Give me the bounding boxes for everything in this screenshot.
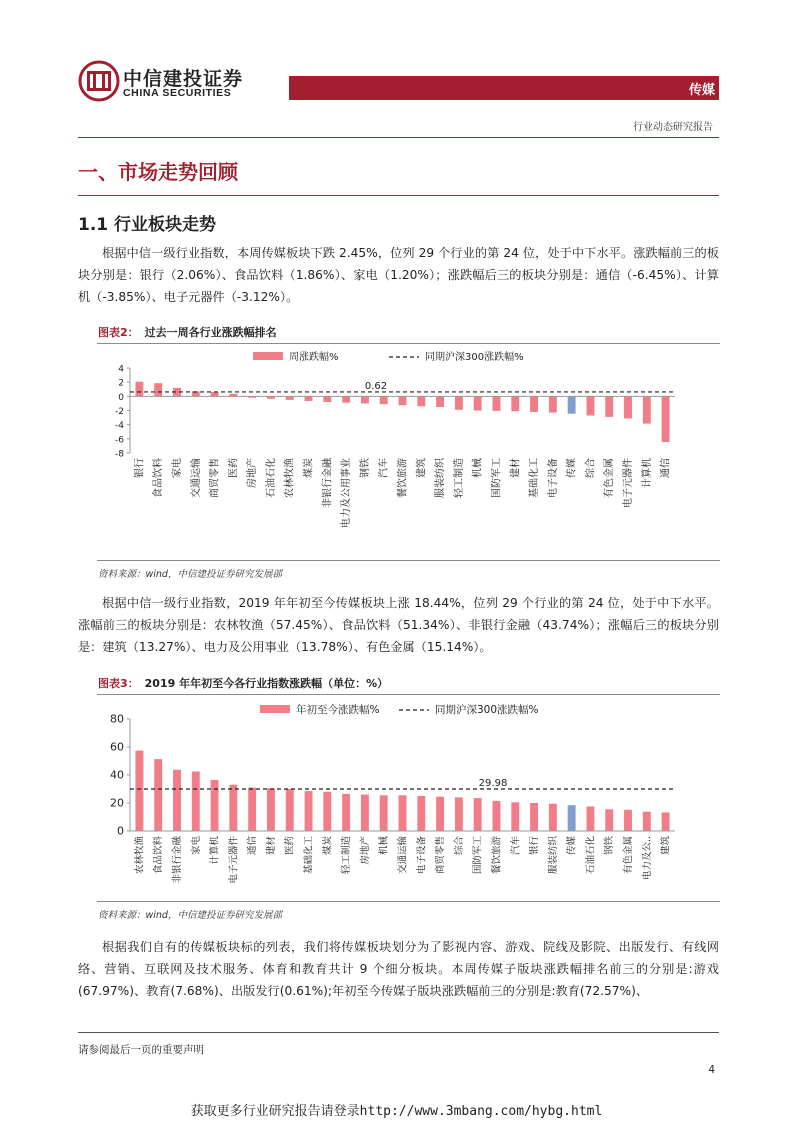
- bar-26: [624, 396, 632, 418]
- category-label-12: 钢铁: [359, 458, 371, 478]
- paragraph-3: [78, 936, 719, 1002]
- bar-1: [154, 759, 162, 831]
- category-label-16: 服装纺织: [435, 458, 447, 498]
- category-label-0: 农林牧渔: [134, 836, 146, 875]
- category-label-26: 有色金属: [623, 836, 635, 875]
- bar-16: [436, 396, 444, 407]
- bar-15: [417, 396, 425, 406]
- page-number: 4: [708, 1064, 715, 1076]
- legend-bar-label: 周涨跌幅%: [289, 352, 339, 363]
- bar-7: [267, 788, 275, 831]
- promo-link[interactable]: 获取更多行业研究报告请登录http://www.3mbang.com/hybg.html: [190, 1104, 603, 1119]
- y-tick-label: 0: [117, 824, 124, 838]
- industry-tag: 传媒: [688, 83, 715, 98]
- bar-2: [173, 770, 181, 831]
- category-label-14: 餐饮旅游: [397, 458, 409, 498]
- y-tick-label: -8: [115, 449, 124, 460]
- figure2-label: 图表2：: [98, 326, 139, 339]
- y-tick-label: 0: [118, 392, 124, 403]
- category-label-28: 建筑: [660, 836, 672, 856]
- category-label-19: 餐饮旅游: [491, 836, 503, 875]
- category-label-9: 基础化工: [303, 836, 315, 875]
- bar-28: [662, 812, 670, 831]
- reference-label: 29.98: [478, 778, 508, 790]
- category-label-4: 计算机: [209, 836, 221, 865]
- section-title: 一、市场走势回顾: [78, 160, 238, 184]
- category-label-5: 电子元器件: [228, 836, 240, 884]
- bar-4: [211, 392, 219, 396]
- figure3-title: [98, 675, 388, 691]
- bar-18: [474, 798, 482, 831]
- bar-17: [455, 797, 463, 831]
- bar-11: [342, 396, 350, 402]
- paragraph-3-text: 根据我们自有的传媒板块标的列表，我们将传媒板块划分为了影视内容、游戏、院线及影院、出版发行、有线网络、营销、互联网及技术服务、体育和教育共计 9 个细分板块。本周传媒子版块涨跌幅排名前三的分别是:游戏(67.97%)、教育(7.68%)、出版发行(0.61%);年初至今传媒子版块涨跌幅前三的分别是:教育(72.57%)、: [78, 940, 719, 998]
- bar-0: [135, 382, 143, 397]
- category-label-7: 建材: [265, 836, 277, 856]
- bar-11: [342, 794, 350, 831]
- bar-9: [305, 396, 313, 401]
- category-label-12: 房地产: [359, 836, 371, 865]
- bar-26: [624, 810, 632, 831]
- paragraph-2-text: 根据中信一级行业指数，2019 年年初至今传媒板块上涨 18.44%，位列 29 个行业的第 24 位，处于中下水平。涨幅前三的板块分别是：农林牧渔（57.45%）、食品饮料（51.34%）、非银行金融（43.74%）；涨幅后三的板块分别是：建筑（13.27%）、电力及公用事业（13.78%）、有色金属（15.14%）。: [78, 596, 719, 654]
- category-label-17: 轻工制造: [453, 458, 465, 498]
- category-label-3: 家电: [190, 836, 202, 856]
- y-tick-label: 2: [118, 378, 124, 389]
- category-label-6: 通信: [247, 836, 259, 856]
- bar-22: [549, 804, 557, 831]
- category-label-11: 轻工制造: [341, 836, 353, 875]
- category-label-16: 商贸零售: [435, 836, 447, 875]
- category-label-10: 煤炭: [322, 836, 334, 856]
- bar-27: [643, 812, 651, 831]
- bar-8: [286, 396, 294, 400]
- bar-24: [586, 396, 594, 415]
- category-label-25: 有色金属: [604, 458, 616, 498]
- figure3-bottom-rule: [97, 901, 720, 902]
- category-label-17: 综合: [453, 836, 465, 856]
- category-label-15: 电子设备: [416, 836, 428, 875]
- category-label-7: 石油石化: [265, 458, 277, 498]
- category-label-1: 食品饮料: [153, 836, 165, 875]
- subsection-title: 1.1 行业板块走势: [78, 215, 217, 235]
- bar-27: [643, 396, 651, 423]
- y-tick-label: 20: [110, 796, 124, 810]
- figure3-top-rule: [97, 694, 720, 695]
- disclaimer-note: 请参阅最后一页的重要声明: [78, 1044, 204, 1056]
- header-divider: [78, 137, 719, 138]
- bar-17: [455, 396, 463, 409]
- figure2-bottom-rule: [97, 560, 720, 561]
- category-label-3: 交通运输: [190, 458, 202, 498]
- bar-13: [380, 795, 388, 831]
- category-label-28: 通信: [660, 458, 672, 478]
- paragraph-1-text: 根据中信一级行业指数，本周传媒板块下跌 2.45%，位列 29 个行业的第 24 位，处于中下水平。涨跌幅前三的板块分别是：银行（2.06%）、食品饮料（1.86%）、家电（1.20%）；涨跌幅后三的板块分别是：通信（-6.45%）、计算机（-3.85%）、电子元器件（-3.12%）。: [78, 246, 719, 304]
- category-label-25: 钢铁: [604, 836, 616, 856]
- category-label-10: 非银行金融: [322, 458, 334, 508]
- reference-label: 0.62: [364, 380, 388, 392]
- bar-12: [361, 396, 369, 403]
- category-label-14: 交通运输: [397, 836, 409, 875]
- bar-16: [436, 797, 444, 831]
- category-label-6: 房地产: [247, 458, 259, 488]
- y-tick-label: -2: [115, 407, 124, 417]
- y-tick-label: 60: [110, 740, 124, 754]
- bar-14: [399, 396, 407, 405]
- paragraph-2: [78, 592, 719, 658]
- category-label-20: 建材: [510, 458, 522, 478]
- header-bar: [289, 76, 719, 100]
- bar-20: [511, 396, 519, 411]
- bar-4: [211, 780, 219, 831]
- footer-divider: [78, 1032, 719, 1033]
- figure2-title: [98, 324, 277, 340]
- bar-23: [568, 805, 576, 831]
- section-divider: [78, 195, 719, 196]
- category-label-11: 电力及公用事业: [341, 458, 353, 528]
- legend-line-label: 同期沪深300涨跌幅%: [435, 704, 539, 716]
- bar-25: [605, 396, 613, 417]
- bar-15: [417, 796, 425, 831]
- bar-10: [323, 792, 331, 831]
- bar-19: [493, 396, 501, 411]
- category-label-23: 传媒: [566, 836, 578, 856]
- category-label-22: 服装纺织: [547, 836, 559, 875]
- category-label-2: 非银行金融: [171, 836, 183, 884]
- y-tick-label: 40: [110, 768, 124, 782]
- bar-28: [662, 396, 670, 442]
- figure2-top-rule: [97, 343, 720, 344]
- bar-23: [568, 396, 576, 413]
- figure2-source: 资料来源：wind，中信建投证券研究发展部: [98, 569, 282, 580]
- figure3-label: 图表3：: [98, 677, 139, 690]
- figure3-source: 资料来源：wind，中信建投证券研究发展部: [98, 910, 282, 921]
- category-label-18: 国防军工: [472, 836, 484, 875]
- bar-21: [530, 803, 538, 831]
- category-label-15: 建筑: [416, 458, 428, 478]
- bar-6: [248, 788, 256, 831]
- legend-bar-swatch: [260, 705, 290, 713]
- category-label-18: 机械: [472, 458, 484, 478]
- bar-24: [586, 807, 594, 832]
- category-label-24: 石油石化: [585, 836, 597, 875]
- bar-14: [399, 795, 407, 831]
- y-tick-label: -4: [115, 421, 124, 432]
- paragraph-1: [78, 242, 719, 308]
- category-label-9: 煤炭: [303, 458, 315, 478]
- bar-22: [549, 396, 557, 412]
- bar-18: [474, 396, 482, 410]
- category-label-22: 电子设备: [547, 458, 559, 498]
- category-label-8: 医药: [284, 836, 296, 856]
- y-tick-label: -6: [115, 435, 124, 446]
- bar-21: [530, 396, 538, 412]
- category-label-23: 传媒: [566, 458, 578, 478]
- legend-bar-label: 年初至今涨跌幅%: [296, 704, 380, 716]
- legend-bar-swatch: [253, 352, 283, 360]
- legend-line-label: 同期沪深300涨跌幅%: [425, 352, 524, 363]
- category-label-21: 基础化工: [529, 458, 541, 498]
- bar-20: [511, 802, 519, 831]
- category-label-26: 电子元器件: [623, 458, 635, 508]
- bar-25: [605, 809, 613, 831]
- figure2-title-text: 过去一周各行业涨跌幅排名: [144, 326, 277, 339]
- report-type: 行业动态研究报告: [633, 122, 713, 133]
- category-label-27: 计算机: [641, 458, 653, 488]
- logo-chinese: 中信建投证券: [123, 68, 244, 90]
- logo-english: CHINA SECURITIES: [123, 87, 232, 99]
- category-label-13: 汽车: [378, 458, 390, 478]
- bar-19: [493, 801, 501, 831]
- category-label-27: 电力及公..: [641, 836, 653, 881]
- bar-9: [305, 791, 313, 831]
- bar-10: [323, 396, 331, 402]
- category-label-4: 商贸零售: [209, 458, 221, 498]
- bar-13: [380, 396, 388, 404]
- bar-8: [286, 789, 294, 831]
- bar-12: [361, 795, 369, 831]
- company-logo-icon: [78, 60, 120, 102]
- category-label-1: 食品饮料: [153, 458, 165, 498]
- category-label-19: 国防军工: [491, 458, 503, 498]
- bar-0: [135, 751, 143, 831]
- ytd-change-chart: [97, 697, 720, 897]
- y-tick-label: 4: [118, 364, 124, 375]
- category-label-0: 银行: [134, 458, 146, 478]
- category-label-2: 家电: [171, 458, 183, 478]
- category-label-21: 银行: [529, 836, 541, 856]
- y-tick-label: 80: [110, 712, 124, 726]
- category-label-24: 综合: [585, 458, 597, 478]
- category-label-13: 机械: [378, 836, 390, 856]
- bar-3: [192, 772, 200, 832]
- category-label-8: 农林牧渔: [284, 458, 296, 498]
- bar-5: [229, 785, 237, 831]
- category-label-20: 汽车: [510, 836, 522, 856]
- figure3-title-text: 2019 年年初至今各行业指数涨跌幅（单位：%）: [144, 677, 389, 690]
- bar-1: [154, 383, 162, 396]
- category-label-5: 医药: [228, 458, 240, 478]
- weekly-change-chart: [97, 346, 720, 558]
